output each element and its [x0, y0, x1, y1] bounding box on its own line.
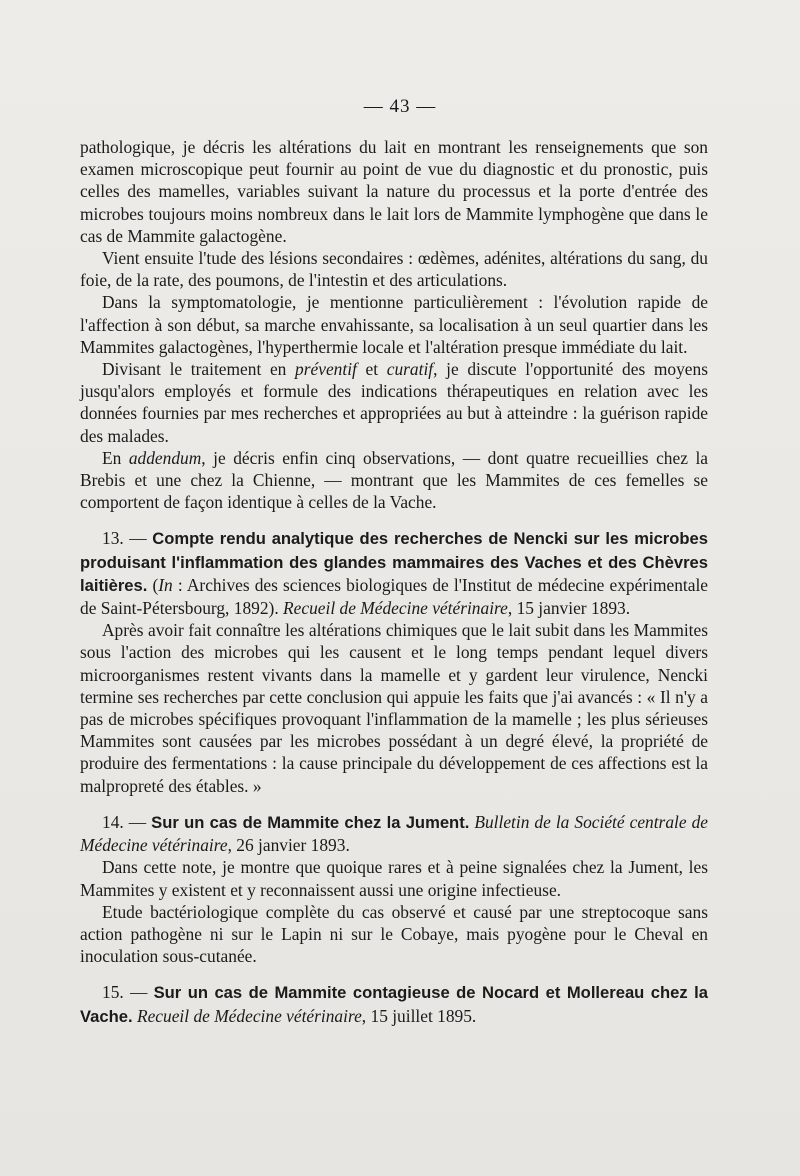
- entry-13-heading: [80, 527, 708, 619]
- entry-13-ref-in: In: [158, 574, 173, 595]
- entry-14-title: Sur un cas de Mammite chez la Jument.: [151, 812, 470, 832]
- p4-emphasis-preventif: préventif: [295, 359, 357, 380]
- intro-paragraph-1: pathologique, je décris les altérations du lait en montrant les renseignements que son examen microscopique peut fournir au point de vue du diagnostic et du pronostic, puis celles des mamelles, variables suivant la nature du processus et la porte d'entrée des microbes toujours moins nombreux dans le lait lors de Mammite lymphogène que dans le cas de Mammite galactogène.: [80, 137, 708, 246]
- entry-14: [80, 811, 708, 967]
- p5-text-a: En: [102, 447, 129, 468]
- p4-text-c: , je discute l'opportunité des moyens jusqu'alors employés et formule des indications thérapeutiques en relation avec les données fournies par mes recherches et appropriées au but à atteindre : la guérison rapide des malades.: [80, 359, 708, 446]
- entry-15: [80, 981, 708, 1027]
- entry-13-ref-a: (: [147, 574, 159, 595]
- entry-13-journal: Recueil de Médecine vétérinaire: [283, 598, 508, 619]
- p4-text-a: Divisant le traitement en: [102, 359, 296, 380]
- entry-14-paragraph-1: Dans cette note, je montre que quoique rares et à peine signalées chez la Jument, les Mammites y existent et y reconnaissent aussi une origine infectieuse.: [80, 857, 708, 900]
- entry-14-journal: Bulletin de la Société centrale de Médecine vétérinaire: [80, 811, 708, 856]
- p4-emphasis-curatif: curatif: [386, 359, 434, 380]
- entry-14-heading: [80, 811, 708, 856]
- entry-13: [80, 527, 708, 796]
- p5-text-b: , je décris enfin cinq observations, — dont quatre recueillies chez la Brebis et une chez la Chienne, — montrant que les Mammites de ces femelles se comportent de façon identique à celles de la Vache.: [80, 447, 708, 513]
- entry-14-paragraph-2: Etude bactériologique complète du cas observé et causé par une streptocoque sans action pathogène ni sur le Lapin ni sur le Cobaye, mais pyogène pour le Cheval en inoculation sous-cutanée.: [80, 901, 708, 967]
- entry-15-journal: Recueil de Médecine vétérinaire: [136, 1005, 362, 1026]
- entry-15-title: Sur un cas de Mammite contagieuse de Nocard et Mollereau chez la Vache.: [80, 983, 708, 1026]
- entry-13-ref-b: : Archives des sciences biologiques de l'Institut de médecine expérimentale de Saint-Pétersbourg, 1892).: [80, 574, 708, 619]
- page-number: — 43 —: [363, 96, 437, 117]
- entry-13-title: Compte rendu analytique des recherches de Nencki sur les microbes produisant l'inflammation des glandes mammaires des Vaches et des Chèvres laitières.: [80, 529, 708, 595]
- entry-14-number: 14. —: [102, 811, 152, 832]
- intro-paragraph-2: Vient ensuite l'tude des lésions secondaires : œdèmes, adénites, altérations du sang, du foie, de la rate, des poumons, de l'intestin et des articulations.: [80, 248, 708, 291]
- intro-paragraph-5: [80, 447, 708, 514]
- entry-13-number: 13. —: [102, 528, 153, 549]
- entry-14-date: , 26 janvier 1893.: [227, 835, 350, 856]
- intro-paragraph-4: [80, 358, 708, 447]
- page-content: [80, 136, 708, 1028]
- entry-15-date: , 15 juillet 1895.: [361, 1005, 477, 1026]
- entry-15-heading: [80, 981, 708, 1027]
- intro-paragraph-3: Dans la symptomatologie, je mentionne particulièrement : l'évolution rapide de l'affection à son début, sa marche envahissante, sa localisation à un seul quartier dans les Mammites galactogènes, l'hyperthermie locale et l'altération presque immédiate du lait.: [80, 292, 708, 357]
- entry-13-body: Après avoir fait connaître les altérations chimiques que le lait subit dans les Mammites sous l'action des microbes qui les causent et le long temps pendant lequel divers microorganismes restent vivants dans la mamelle et y gardent leur virulence, Nencki termine ses recherches par cette conclusion qui appuie les faits que j'ai avancés : « Il n'y a pas de microbes spécifiques provoquant l'inflammation de la mamelle ; les plus sérieuses Mammites sont causées par les microbes possédant à un degré élevé, la propriété de produire des fermentations : la cause principale du développement de ces affections est la malpropreté des étables. »: [80, 620, 708, 796]
- p4-text-b: et: [356, 359, 387, 380]
- entry-13-date: , 15 janvier 1893.: [507, 598, 631, 619]
- entry-15-number: 15. —: [102, 982, 154, 1003]
- p5-emphasis-addendum: addendum: [128, 447, 202, 468]
